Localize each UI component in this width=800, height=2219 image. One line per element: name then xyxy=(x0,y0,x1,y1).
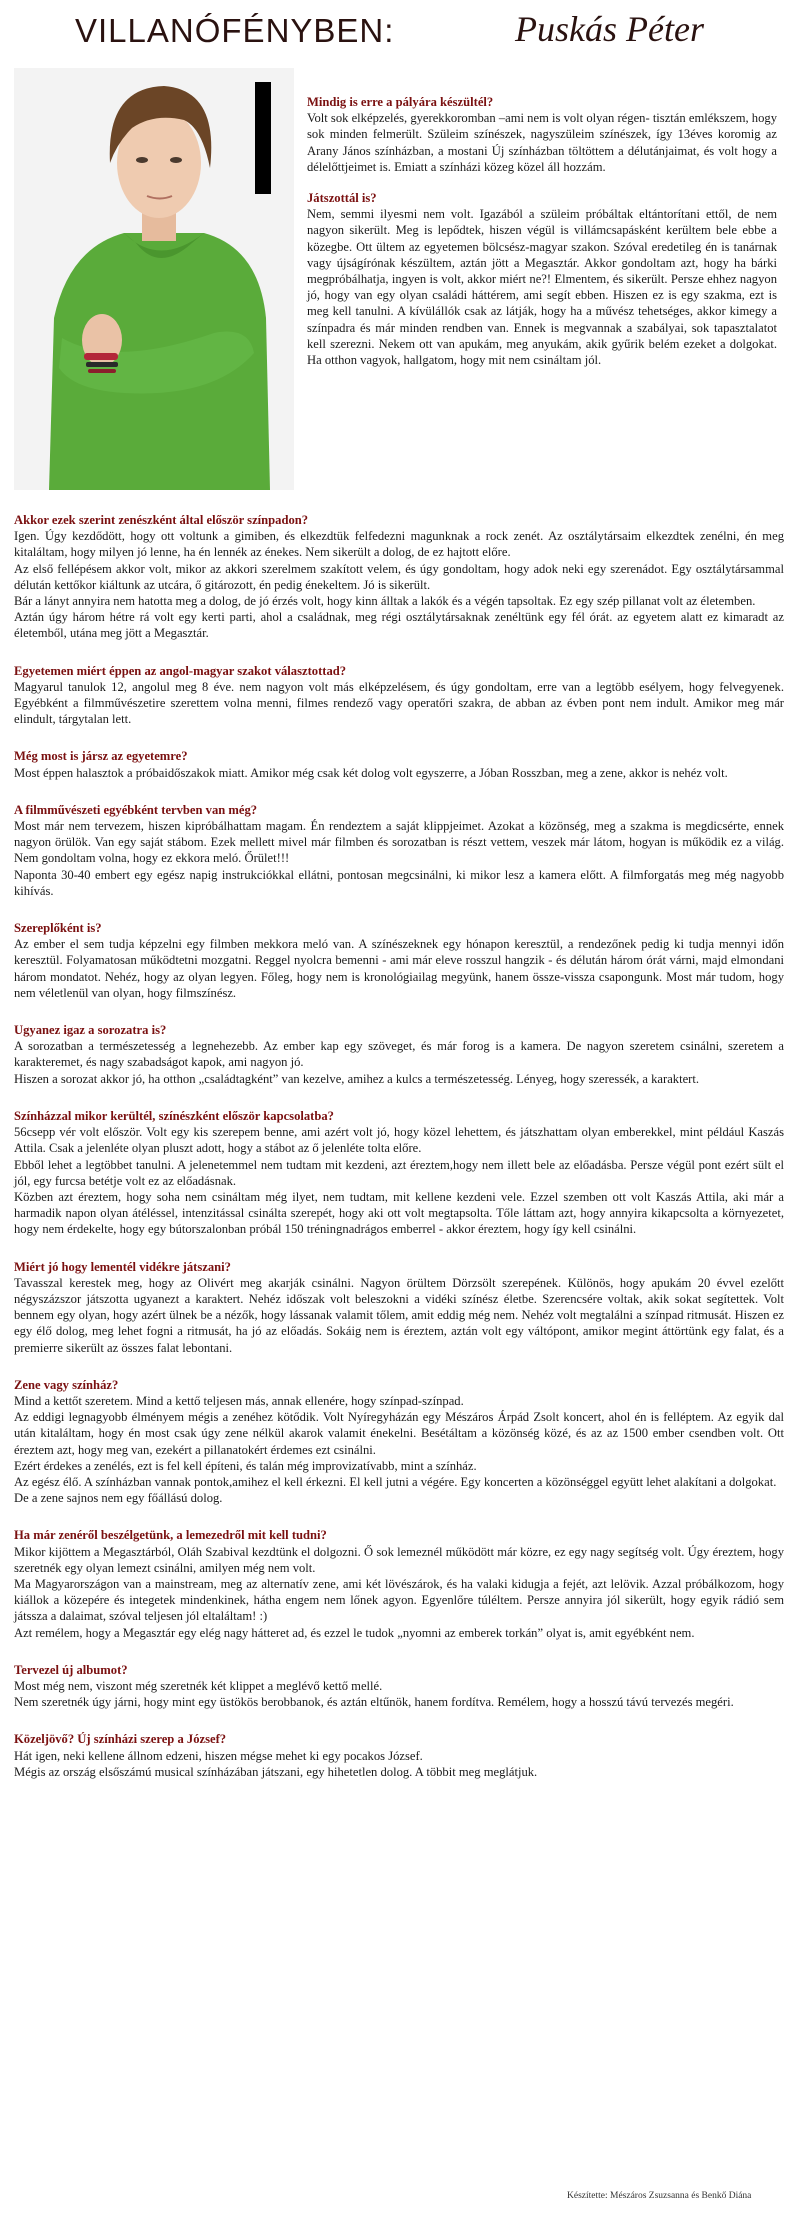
answer-paragraph: Naponta 30-40 embert egy egész napig instrukciókkal ellátni, pontosan megcsinálni, ki mikor lesz a kamera előtt. A filmforgatás meg még nagyobb kihívás. xyxy=(14,867,784,898)
qa-section xyxy=(14,1022,784,1087)
answer-paragraph: Ezért érdekes a zenélés, ezt is fel kell építeni, és talán még improvizatívabb, mint a színház. xyxy=(14,1458,477,1473)
qa-section xyxy=(14,1731,784,1780)
answer-paragraph: Az eddigi legnagyobb élményem mégis a zenéhez kötődik. Volt Nyíregyházán egy Mészáros Árpád Zsolt koncert, ahol én is felléptem. Az egyik dal után kitaláltam, hogy én most csak úgy zene nélkül akarok valamit énekelni. Besétáltam a közönség közé, és az az 1500 ember csendben volt. Ott éreztem azt, hogy meg van, ezekért a pillanatokért érdemes ezt csinálni. xyxy=(14,1410,784,1457)
question: A filmművészeti egyébként tervben van még? xyxy=(14,802,258,817)
question: Játszottál is? xyxy=(307,191,377,206)
answer-paragraph: Hát igen, neki kellene állnom edzeni, hiszen mégse mehet ki egy pocakos József. xyxy=(14,1748,423,1763)
answer-paragraph: Mikor kijöttem a Megasztárból, Oláh Szabival kezdtünk el dolgozni. Ő sok lemeznél működött már közre, ez egy nagy segítség volt. Úgy éreztem, hogy szeretnék egy olyan lemezt csinálni, amilyen még nem volt. xyxy=(14,1544,784,1575)
answer-paragraph: Mind a kettőt szeretem. Mind a kettő teljesen más, annak ellenére, hogy színpad-színpad. xyxy=(14,1393,464,1408)
answer-paragraph: Nem szeretnék úgy járni, hogy mint egy üstökös berobbanok, és aztán eltűnök, hanem fordítva. Remélem, hogy a hosszú távú tervezés megéri. xyxy=(14,1695,734,1710)
portrait-illustration xyxy=(14,68,294,490)
intro-qa-2 xyxy=(307,190,777,368)
answer-paragraph: Ebből lehet a legtöbbet tanulni. A jelenetemmel nem tudtam mit kezdeni, azt éreztem,hogy nem illett bele az előadásba. Persze végül pont ezért sült el jól, egy furcsa betétje volt ez az előadásnak. xyxy=(14,1157,784,1188)
answer-paragraph: Az egész élő. A színházban vannak pontok,amihez el kell érkezni. El kell jutni a végére. Egy koncerten a közönséggel együtt lehet alakítani a dolgokat. xyxy=(14,1474,777,1489)
answer-paragraph: Nem, semmi ilyesmi nem volt. Igazából a szüleim próbáltak eltántorítani ettől, de nem nagyon sikerült. Meg is lepődtek, hiszen végül is villámcsapásként kerültem bele ebbe a közegbe. Ott ültem az egyetemen bölcsész-magyar szakon. Szóval eredetileg én is tanárnak vagy újságírónak készültem, aztán jött a Megasztár. Akkor gondoltam azt, hogy ha bárki megpróbálhatja, ingyen is volt, akkor miért ne?! Elmentem, és sikerült. Persze ehhez nagyon jó, hogy van egy olyan családi háttérem, ami segít ebben. Hiszen ez is egy szakma, ezt is meg kell tanulni. A kívülállók csak az látják, hogy ha a művész tehetséges, akkor kimegy a színpadra és már minden rendben van. Ennek is megvannak a szabályai, sok tapasztalatot kell szerezni. Nekem ott van apukám, meg anyukám, akik gyűrik belém ezeket a dolgokat. Ha otthon vagyok, hallgatom, hogy mit nem csináltam jól. xyxy=(307,207,777,368)
answer-paragraph: Hiszen a sorozat akkor jó, ha otthon „családtagként” van kezelve, amihez a kulcs a természetesség. Lényeg, hogy szeressék, a karaktert. xyxy=(14,1071,700,1086)
question: Egyetemen miért éppen az angol-magyar szakot választottad? xyxy=(14,663,347,678)
answer-paragraph: Most éppen halasztok a próbaidőszakok miatt. Amikor még csak két dolog volt egyszerre, a Jóban Rosszban, meg a zene, akkor is nehéz volt. xyxy=(14,765,728,780)
header xyxy=(0,8,800,58)
answer-paragraph: Magyarul tanulok 12, angolul meg 8 éve. nem nagyon volt más elképzelésem, és úgy gondoltam, erre van a legtöbb esélyem, hogy felvegyenek. Egyébként a filmművészetire szerettem volna menni, filmes rendező vagy operatőri szakra, de abban az évben pont nem indult. Amikor meg már elindult, tárgytalan lett. xyxy=(14,679,784,727)
intro-column xyxy=(307,94,777,383)
qa-section xyxy=(14,663,784,728)
answer-paragraph: Ma Magyarországon van a mainstream, meg az alternatív zene, ami két lövészárok, és ha valaki kidugja a fejét, azt lelövik. Azzal próbálkozom, hogy kiállok a közepére és integetek mindenkinek, hátha engem nem lőnek agyon. Egyenlőre túléltem. Persze annyira jól sikerült, hogy egyik rádió sem játssza a dalaimat, szóval teljesen jól eltaláltam! :) xyxy=(14,1576,784,1624)
question: Zene vagy színház? xyxy=(14,1377,119,1392)
answer-paragraph: Most már nem tervezem, hiszen kipróbálhattam magam. Én rendeztem a saját klippjeimet. Azokat a közönség, meg a szakma is megdicsérte, ennek nagyon örülök. Van egy saját stábom. Ezek mellett mivel már filmben és sorozatban is részt vettem, veszek már látom, hogyan is működik ez a világ. Nem gondoltam volna, hogy ez ekkora meló. Őrület!!! xyxy=(14,819,784,866)
qa-section xyxy=(14,512,784,642)
question: Közeljövő? Új színházi szerep a József? xyxy=(14,1732,227,1747)
question: Tervezel új albumot? xyxy=(14,1662,128,1677)
answer-paragraph: De a zene sajnos nem egy főállású dolog. xyxy=(14,1491,223,1506)
interview-body xyxy=(14,512,784,1801)
decorative-black-bar xyxy=(255,82,271,194)
answer-paragraph: Igen. Úgy kezdődött, hogy ott voltunk a gimiben, és elkezdtük felfedezni magunknak a rock zenét. Az osztálytársaim elkezdtek zenélni, én meg kitaláltam, hogy milyen jó lenne, ha én lennék az énekes. Nem sikerült a dolog, de ez hajtott előre. xyxy=(14,529,784,560)
qa-section xyxy=(14,1662,784,1711)
author-credit: Készítette: Mészáros Zsuzsanna és Benkő Diána xyxy=(567,2191,752,2201)
answer-paragraph: Volt sok elképzelés, gyerekkoromban –ami nem is volt olyan régen- tisztán emlékszem, hogy sok minden felmerült. Szüleim színészek, nagyszüleim színészek, így 13éves koromig az Arany János színházban, a mostani Új színházban töltöttem a délutánjaimat, és volt hogy a délelőttjeimet is. Emiatt a színházi közeg közel áll hozzám. xyxy=(307,111,777,174)
qa-section xyxy=(14,1259,784,1356)
question: Akkor ezek szerint zenészként által először színpadon? xyxy=(14,513,309,527)
question: Miért jó hogy lementél vidékre játszani? xyxy=(14,1259,231,1274)
qa-section xyxy=(14,1108,784,1238)
question: Szereplőként is? xyxy=(14,921,102,936)
question: Mindig is erre a pályára készültél? xyxy=(307,95,494,109)
answer-paragraph: Bár a lányt annyira nem hatotta meg a dolog, de jó érzés volt, hogy kinn álltak a lakók és a végén tapsoltak. Ez egy szép pillanat volt az életemben. xyxy=(14,594,756,609)
answer-paragraph: Most még nem, viszont még szeretnék két klippet a meglévő kettő mellé. xyxy=(14,1678,383,1693)
qa-section xyxy=(14,920,784,1001)
question: Színházzal mikor kerültél, színészként először kapcsolatba? xyxy=(14,1108,334,1123)
answer-paragraph: A sorozatban a természetesség a legnehezebb. Az ember kap egy szöveget, és már forog is a kamera. De nagyon szeretem csinálni, szeretem a karakteremet, és nagy szabadságot kapok, ami nagyon jó. xyxy=(14,1039,784,1070)
question: Még most is jársz az egyetemre? xyxy=(14,749,188,764)
qa-section xyxy=(14,802,784,899)
qa-section xyxy=(14,1377,784,1507)
question: Ugyanez igaz a sorozatra is? xyxy=(14,1023,167,1038)
portrait-photo xyxy=(14,68,294,490)
intro-qa-1 xyxy=(307,94,777,175)
answer-paragraph: Közben azt éreztem, hogy soha nem csináltam még ilyet, nem tudtam, mit kellene kezdeni vele. Ezzel szemben ott volt Kaszás Attila, aki már a harmadik napon olyan átéléssel, intenzitással csinálta szerepét, hogy aki ott volt megtapsolta. Tőle láttam azt, hogy annyira kikapcsolta a környezetet, hogy nem érdekelte, hogy egy bútorszalonban próbál 150 tréningnadrágos emberrel - akkor éreztem, hogy így kell csinálni. xyxy=(14,1189,784,1237)
answer-paragraph: Aztán úgy három hétre rá volt egy kerti parti, ahol a családnak, meg régi osztálytársaknak zenéltünk egy fél órát. az egyetem alatt ez kimaradt az életemből, utána meg jött a Megasztár. xyxy=(14,610,784,641)
answer-paragraph: 56csepp vér volt először. Volt egy kis szerepem benne, ami azért volt jó, hogy közel lehettem, és játszhattam olyan emberekkel, mint például Kaszás Attila. Csak a jelenléte olyan pluszt adott, hogy a stábot az ő jelenléte tolta előre. xyxy=(14,1125,784,1156)
qa-section xyxy=(14,748,784,780)
interviewee-name: Puskás Péter xyxy=(515,9,704,49)
question: Ha már zenéről beszélgetünk, a lemezedről mit kell tudni? xyxy=(14,1528,327,1543)
answer-paragraph: Az ember el sem tudja képzelni egy filmben mekkora meló van. A színészeknek egy hónapon keresztül, a rendezőnek pedig ki tudja mennyi időn keresztül. Folyamatosan működtetni mozgatni. Reggel nyolcra bemenni - ami már eleve rosszul hangzik - és délután három órát várni, majd elmondani három mondatot. Nehéz, hogy az olyan legyen. Főleg, hogy nem is kronológiailag megyünk, hanem össze-vissza csapongunk. Most már tudom, hogy nem véletlenül van olyan, hogy filmszínész. xyxy=(14,937,784,1000)
answer-paragraph: Tavasszal kerestek meg, hogy az Olivért meg akarják csinálni. Nagyon örültem Dörzsölt szerepének. Különös, hogy apukám 20 évvel ezelőtt négyszázszor játszotta ugyanezt a karaktert. Nehéz időszak volt beleszokni a vidéki színész életbe. Szerencsére voltak, akik sokat segítettek. Volt bennem egy olyan, hogy azért ülnek be a nézők, hogy lássanak valamit tőlem, amit eddig még nem. Nehéz volt megtalálni a színpad ritmusát. Hiszen ez egy élő dolog, meg lehet fogni a ritmusát, ha jó az előadás. Sokáig nem is éreztem, aztán volt egy váltópont, amikor megint áttörtünk egy falat, és a premierre sikerült az összes falat lebontani. xyxy=(14,1275,784,1355)
answer-paragraph: Azt remélem, hogy a Megasztár egy elég nagy hátteret ad, és ezzel le tudok „nyomni az emberek torkán” olyat is, amit egyébként nem. xyxy=(14,1625,695,1640)
answer-paragraph: Mégis az ország elsőszámú musical színházában játszani, egy hihetetlen dolog. A többit meg meglátjuk. xyxy=(14,1764,538,1779)
column-title: VILLANÓFÉNYBEN: xyxy=(75,12,395,49)
answer-paragraph: Az első fellépésem akkor volt, mikor az akkori szerelmem szakított velem, és úgy gondoltam, hogy adok neki egy szerenádot. Egy osztálytársammal délután kettőkor kiáltunk az utcára, ő gitározott, én pedig énekeltem. Jó is sikerült. xyxy=(14,561,784,592)
qa-section xyxy=(14,1527,784,1640)
